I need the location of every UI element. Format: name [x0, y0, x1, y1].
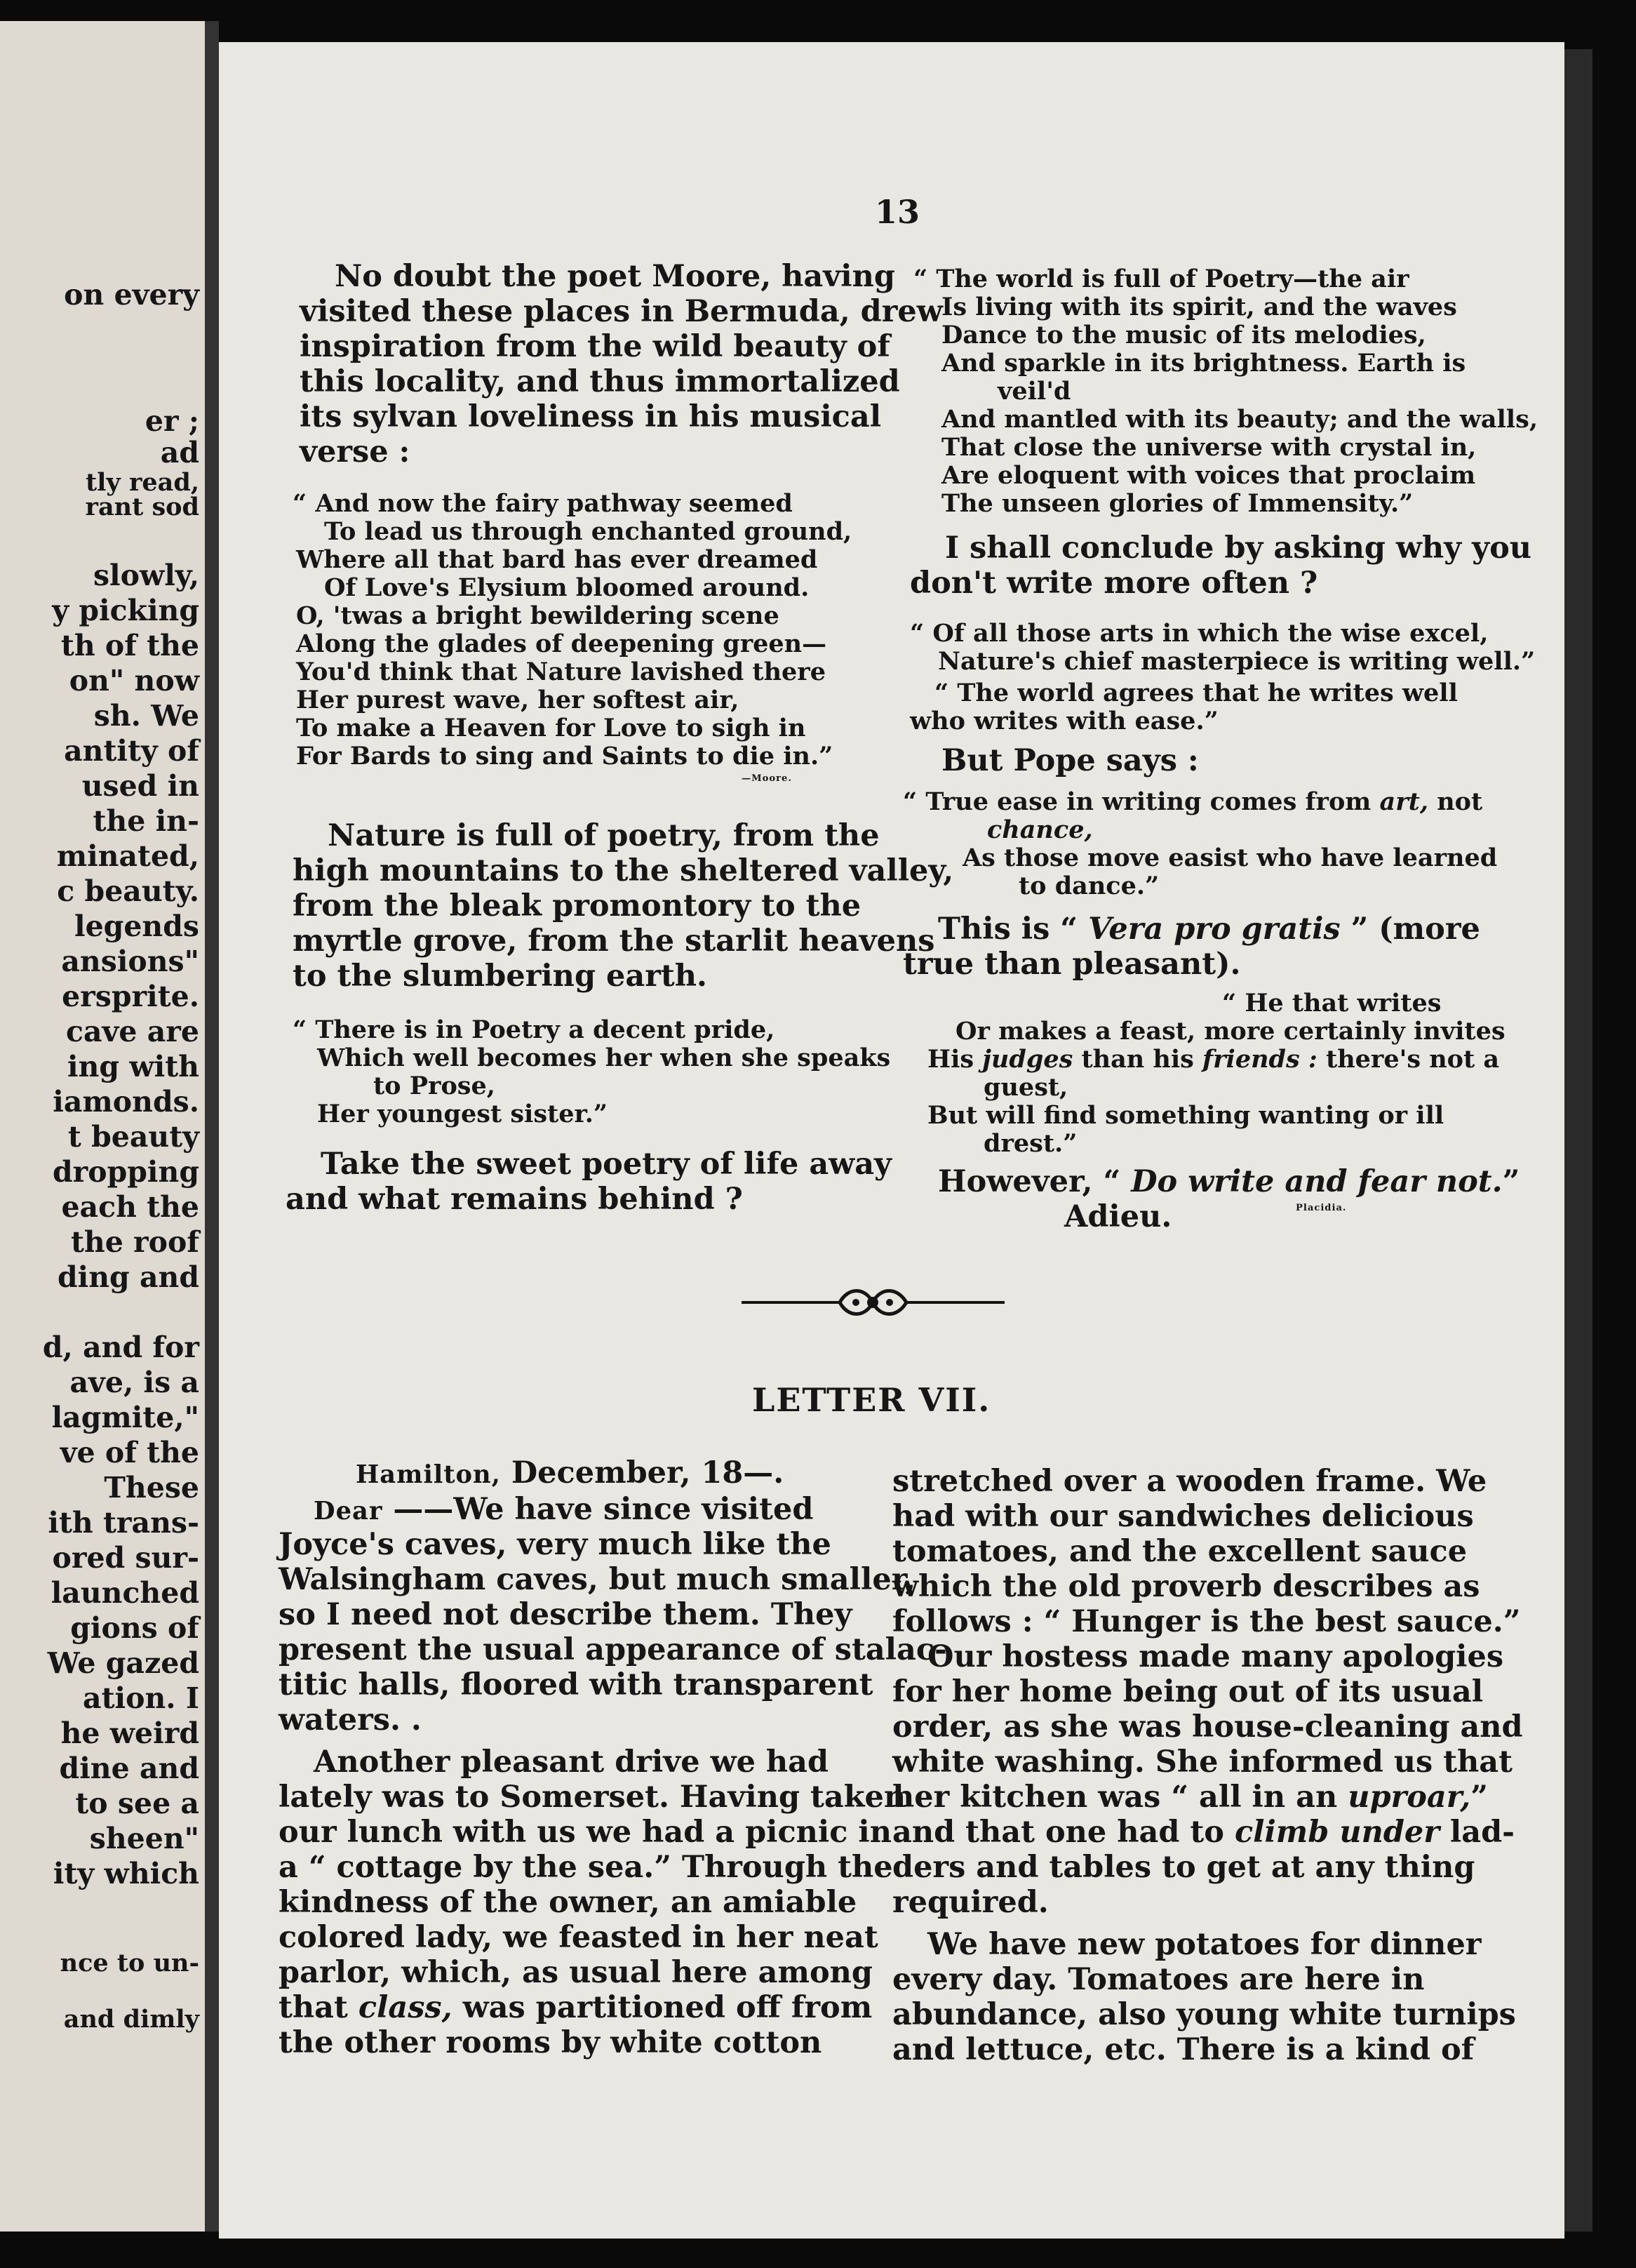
- poem-line: And mantled with its beauty; and the walls,: [941, 405, 1538, 434]
- poem-line: And sparkle in its brightness. Earth is: [941, 349, 1466, 378]
- signature: Placidia.: [1296, 1203, 1347, 1213]
- left-fragment-line: on" now: [69, 664, 199, 698]
- quote-line: As those move easist who have learned: [963, 843, 1498, 872]
- left-fragment-line: ored sur-: [52, 1541, 199, 1575]
- text-line: and that one had to climb under lad-: [892, 1815, 1515, 1850]
- quote-line: to Prose,: [373, 1072, 495, 1100]
- section-ornament: [742, 1283, 1005, 1322]
- text-line: myrtle grove, from the starlit heavens: [293, 923, 935, 959]
- text-line: order, as she was house-cleaning and: [892, 1709, 1523, 1745]
- left-fragment-line: c beauty.: [57, 874, 199, 908]
- left-fragment-line: ing with: [67, 1050, 199, 1083]
- quote-line: chance,: [987, 815, 1093, 844]
- left-fragment-line: ansions": [61, 945, 199, 978]
- poem-line: To make a Heaven for Love to sigh in: [296, 714, 806, 742]
- quote-line: Her youngest sister.”: [317, 1100, 608, 1128]
- text-line: tomatoes, and the excellent sauce: [892, 1534, 1468, 1569]
- quote-line: drest.”: [984, 1129, 1078, 1158]
- left-fragment-line: dropping: [52, 1155, 199, 1189]
- text-line: this locality, and thus immortalized: [300, 364, 900, 399]
- left-fragment-line: t beauty: [67, 1120, 199, 1154]
- page-edge: [1564, 49, 1593, 2232]
- text-line: which the old proverb describes as: [892, 1569, 1480, 1604]
- left-fragment-line: We gazed: [47, 1646, 199, 1680]
- left-fragment-line: sh. We: [93, 699, 199, 733]
- left-fragment-line: ve of the: [60, 1436, 199, 1469]
- left-fragment-line: and dimly: [63, 2005, 199, 2034]
- text-line: and what remains behind ?: [286, 1182, 743, 1217]
- quote-line: guest,: [984, 1073, 1068, 1102]
- poem-line: Dance to the music of its melodies,: [941, 321, 1426, 349]
- poem-line: That close the universe with crystal in,: [941, 433, 1477, 462]
- left-fragment-line: ersprite.: [62, 980, 199, 1013]
- left-fragment-line: slowly,: [93, 559, 199, 592]
- quote-line: to dance.”: [1019, 872, 1160, 900]
- text-line: and lettuce, etc. There is a kind of: [892, 2032, 1475, 2067]
- poem-line: To lead us through enchanted ground,: [324, 517, 852, 546]
- left-fragment-line: ad: [160, 436, 199, 469]
- text-line: lately was to Somerset. Having taken: [279, 1780, 906, 1815]
- text-line: We have new potatoes for dinner: [927, 1927, 1482, 1962]
- text-line: This is “ Vera pro gratis ” (more: [938, 912, 1480, 947]
- dateline: Hamilton, December, 18—.: [356, 1455, 784, 1490]
- text-line: the other rooms by white cotton: [279, 2025, 822, 2060]
- poem-line: For Bards to sing and Saints to die in.”: [296, 742, 833, 771]
- text-line: every day. Tomatoes are here in: [892, 1962, 1425, 1997]
- text-line: our lunch with us we had a picnic in: [279, 1815, 892, 1850]
- quote-line: “ He that writes: [1222, 989, 1442, 1018]
- text-line: However, “ Do write and fear not.”: [938, 1164, 1520, 1199]
- left-fragment-line: lagmite,": [51, 1401, 199, 1434]
- text-line: waters. .: [279, 1702, 422, 1737]
- left-fragment-line: These: [104, 1471, 199, 1505]
- text-line: her kitchen was “ all in an uproar,”: [892, 1780, 1488, 1815]
- left-fragment-line: to see a: [75, 1787, 199, 1820]
- letter-heading: LETTER VII.: [752, 1381, 991, 1419]
- book-page: [219, 42, 1564, 2239]
- left-fragment-line: antity of: [64, 734, 199, 768]
- left-fragment-line: minated,: [56, 839, 199, 873]
- salutation: Dear: [314, 1497, 383, 1526]
- left-fragment-line: legends: [74, 909, 199, 943]
- text-line: present the usual appearance of stalac-: [279, 1632, 947, 1667]
- poem-line: veil'd: [998, 377, 1071, 406]
- text-line: kindness of the owner, an amiable: [279, 1885, 857, 1920]
- left-fragment-line: nce to un-: [60, 1949, 199, 1977]
- text-line: that class, was partitioned off from: [279, 1990, 873, 2025]
- poem-line: The unseen glories of Immensity.”: [941, 489, 1414, 518]
- left-fragment-line: rant sod: [85, 493, 199, 521]
- page-number: 13: [875, 193, 920, 231]
- text-line: verse :: [300, 434, 410, 469]
- text-line: don't write more often ?: [910, 566, 1318, 601]
- quote-line: Or makes a feast, more certainly invites: [956, 1017, 1506, 1046]
- left-fragment-line: iamonds.: [53, 1085, 199, 1119]
- quote-line: “ There is in Poetry a decent pride,: [293, 1015, 775, 1044]
- poem-line: “ And now the fairy pathway seemed: [293, 489, 793, 518]
- text-line: stretched over a wooden frame. We: [892, 1464, 1487, 1499]
- quote-line: Nature's chief masterpiece is writing well.”: [938, 647, 1536, 676]
- text-line: so I need not describe them. They: [279, 1597, 852, 1632]
- text-line: abundance, also young white turnips: [892, 1997, 1516, 2032]
- poem-line: Is living with its spirit, and the waves: [941, 293, 1457, 321]
- text-line: required.: [892, 1885, 1049, 1920]
- text-line: I shall conclude by asking why you: [945, 531, 1532, 566]
- left-fragment-line: ave, is a: [69, 1366, 199, 1399]
- text-line: Nature is full of poetry, from the: [328, 818, 880, 853]
- left-fragment-line: dine and: [59, 1752, 199, 1785]
- text-line: high mountains to the sheltered valley,: [293, 853, 954, 888]
- quote-line: “ Of all those arts in which the wise excel,: [910, 619, 1489, 648]
- text-line: for her home being out of its usual: [892, 1674, 1484, 1709]
- text-line: its sylvan loveliness in his musical: [300, 399, 882, 434]
- left-fragment-line: th of the: [60, 629, 199, 662]
- text-line: inspiration from the wild beauty of: [300, 329, 890, 364]
- quote-line: Which well becomes her when she speaks: [317, 1043, 891, 1072]
- text-line: to the slumbering earth.: [293, 959, 707, 994]
- poem-line: Her purest wave, her softest air,: [296, 686, 739, 714]
- text-line: Our hostess made many apologies: [927, 1639, 1504, 1674]
- quote-line: “ True ease in writing comes from art, not: [903, 787, 1483, 816]
- left-fragment-line: each the: [61, 1190, 199, 1224]
- text-line: colored lady, we feasted in her neat: [279, 1920, 878, 1955]
- text-line: Dear ——We have since visited: [314, 1492, 814, 1527]
- quote-line: His judges than his friends : there's not a: [927, 1045, 1500, 1074]
- left-fragment-line: he weird: [60, 1716, 199, 1750]
- poem-line: Where all that bard has ever dreamed: [296, 545, 818, 574]
- text-line: had with our sandwiches delicious: [892, 1499, 1474, 1534]
- text-line: from the bleak promontory to the: [293, 888, 861, 923]
- left-fragment-line: sheen": [89, 1822, 199, 1855]
- book-gutter: [205, 21, 219, 2232]
- left-fragment-line: y picking: [52, 594, 199, 627]
- text-line: a “ cottage by the sea.” Through the: [279, 1850, 893, 1885]
- poem-line: O, 'twas a bright bewildering scene: [296, 601, 779, 630]
- text-line: Walsingham caves, but much smaller,: [279, 1562, 916, 1597]
- left-fragment-line: the roof: [70, 1225, 199, 1259]
- left-fragment-line: the in-: [93, 804, 199, 838]
- poem-line: Along the glades of deepening green—: [296, 629, 827, 658]
- closing-adieu: Adieu.: [1064, 1199, 1172, 1234]
- text-line: Another pleasant drive we had: [314, 1745, 829, 1780]
- poem-attribution: —Moore.: [742, 773, 792, 784]
- left-fragment-line: er ;: [145, 404, 199, 438]
- left-fragment-line: tly read,: [85, 468, 199, 497]
- left-fragment-line: gions of: [70, 1611, 199, 1645]
- text-line: But Pope says :: [941, 743, 1199, 778]
- left-fragment-line: on every: [64, 278, 199, 312]
- left-fragment-line: ation. I: [83, 1681, 199, 1715]
- left-fragment-line: ding and: [57, 1260, 199, 1294]
- left-fragment-line: used in: [81, 769, 199, 803]
- left-page-fragment: [0, 21, 205, 2232]
- left-fragment-line: launched: [51, 1576, 199, 1610]
- left-fragment-line: d, and for: [42, 1330, 199, 1364]
- left-fragment-line: ity which: [53, 1857, 199, 1890]
- left-fragment-line: ith trans-: [48, 1506, 199, 1540]
- quote-line: “ The world agrees that he writes well: [934, 679, 1458, 707]
- poem-line: Of Love's Elysium bloomed around.: [324, 573, 810, 602]
- text-line: Joyce's caves, very much like the: [279, 1527, 831, 1562]
- text-line: true than pleasant).: [903, 947, 1241, 982]
- text-line: white washing. She informed us that: [892, 1745, 1513, 1780]
- left-fragment-line: cave are: [66, 1015, 199, 1048]
- quote-line: who writes with ease.”: [910, 707, 1219, 735]
- text-line: follows : “ Hunger is the best sauce.”: [892, 1604, 1521, 1639]
- text-line: Take the sweet poetry of life away: [321, 1147, 892, 1182]
- poem-line: Are eloquent with voices that proclaim: [941, 461, 1476, 490]
- text-line: titic halls, floored with transparent: [279, 1667, 873, 1702]
- text-line: ders and tables to get at any thing: [892, 1850, 1475, 1885]
- text-line: parlor, which, as usual here among: [279, 1955, 873, 1990]
- poem-line: “ The world is full of Poetry—the air: [913, 265, 1409, 293]
- poem-line: You'd think that Nature lavished there: [296, 658, 826, 686]
- quote-line: But will find something wanting or ill: [927, 1101, 1444, 1130]
- text-line: No doubt the poet Moore, having: [335, 259, 895, 294]
- text-line: visited these places in Bermuda, drew: [300, 294, 943, 329]
